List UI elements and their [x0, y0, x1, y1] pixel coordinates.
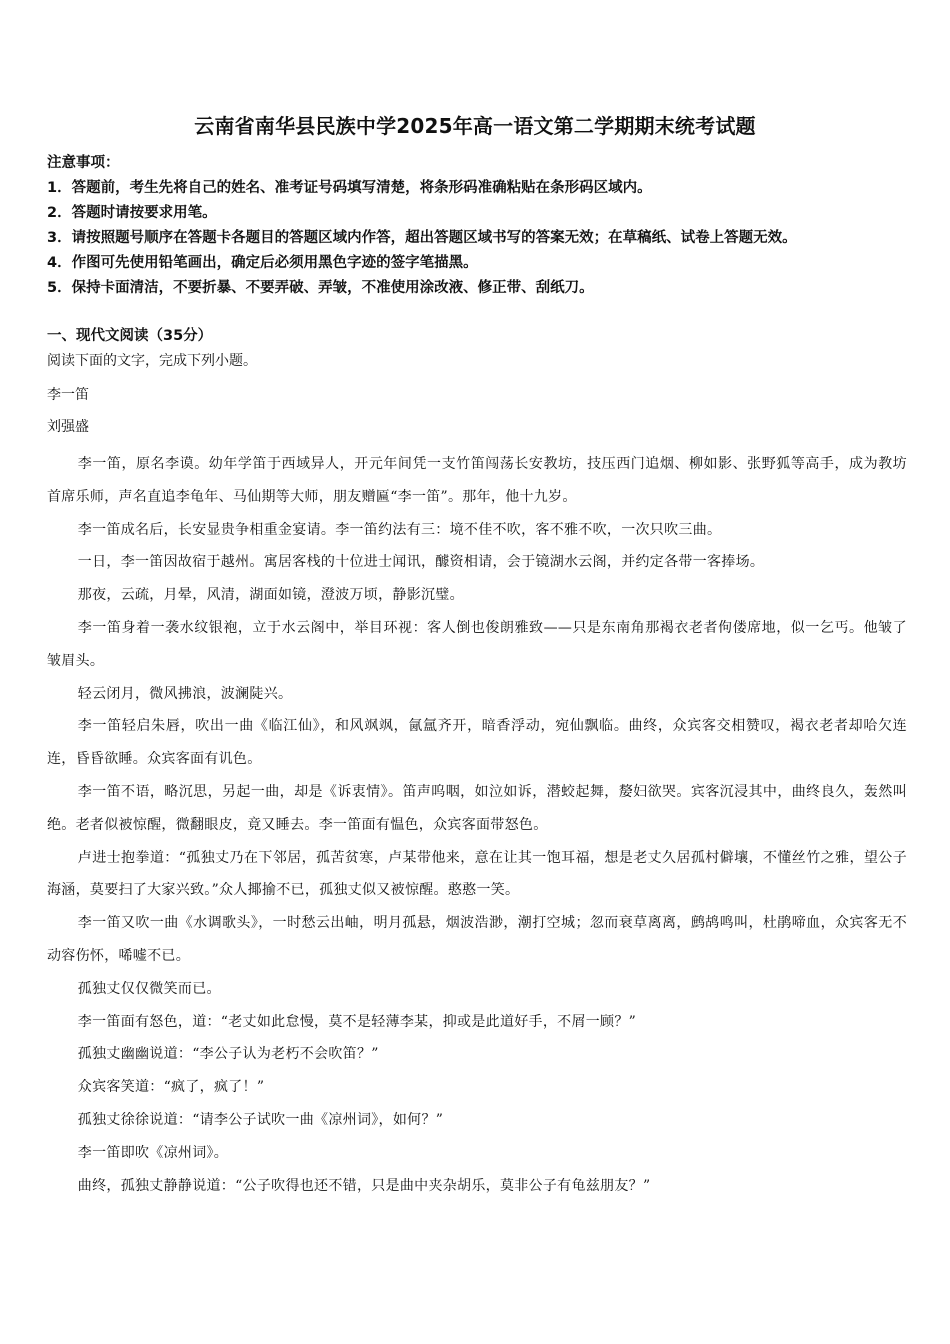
story-paragraph: 李一笛身着一袭水纹银袍，立于水云阁中，举目环视：客人倒也俊朗雅致——只是东南角那褐衣老者佝偻席地，似一乞丐。他皱了皱眉头。 [47, 619, 907, 669]
story-paragraph: 曲终，孤独丈静静说道：“公子吹得也还不错，只是曲中夹杂胡乐，莫非公子有龟兹朋友？” [77, 1177, 651, 1194]
story-paragraph: 轻云闭月，微风拂浪，波澜陡兴。 [77, 685, 293, 702]
story-paragraph: 李一笛即吹《凉州词》。 [77, 1144, 229, 1161]
story-paragraph: 李一笛面有怒色，道：“老丈如此怠慢，莫不是轻薄李某，抑或是此道好手，不屑一顾？” [77, 1013, 637, 1030]
story-paragraph: 卢进士抱拳道：“孤独丈乃在下邻居，孤苦贫寒，卢某带他来，意在让其一饱耳福，想是老丈久居孤村僻壤，不懂丝竹之雅，望公子海涵，莫要扫了大家兴致。”众人揶揄不已，孤独丈似又被惊醒。憨憨一笑。 [47, 849, 907, 899]
story-paragraph: 李一笛成名后，长安显贵争相重金宴请。李一笛约法有三：境不佳不吹，客不雅不吹，一次只吹三曲。 [77, 521, 722, 538]
exam-title: 云南省南华县民族中学2025年高一语文第二学期期末统考试题 [194, 114, 756, 138]
notice-item: 5．保持卡面清洁，不要折暴、不要弄破、弄皱，不准使用涂改液、修正带、刮纸刀。 [47, 280, 594, 296]
story-paragraph: 李一笛轻启朱唇，吹出一曲《临江仙》，和风飒飒，氤氲齐开，暗香浮动，宛仙飘临。曲终，众宾客交相赞叹，褐衣老者却哈欠连连，昏昏欲睡。众宾客面有讥色。 [47, 718, 907, 768]
story-paragraph: 孤独丈徐徐说道：“请李公子试吹一曲《凉州词》，如何？” [77, 1111, 444, 1128]
story-paragraph: 一日，李一笛因故宿于越州。寓居客栈的十位进士闻讯，醵资相请，会于镜湖水云阁，并约定各带一客捧场。 [77, 554, 765, 571]
story-title: 李一笛 [47, 387, 89, 403]
notice-item: 1．答题前，考生先将自己的姓名、准考证号码填写清楚，将条形码准确粘贴在条形码区域内。 [47, 180, 652, 196]
section-instruction: 阅读下面的文字，完成下列小题。 [47, 353, 257, 369]
notice-item: 3．请按照题号顺序在答题卡各题目的答题区域内作答，超出答题区域书写的答案无效；在草稿纸、试卷上答题无效。 [47, 230, 797, 246]
story-paragraph: 李一笛又吹一曲《水调歌头》，一时愁云出岫，明月孤悬，烟波浩渺，潮打空城；忽而衰草离离，鹧鸪鸣叫，杜鹃啼血，众宾客无不动容伤怀，唏嘘不已。 [47, 915, 907, 964]
notice-block [47, 151, 917, 301]
story-paragraph: 李一笛不语，略沉思，另起一曲，却是《诉衷情》。笛声呜咽，如泣如诉，潜蛟起舞，嫠妇欲哭。宾客沉浸其中，曲终良久，轰然叫绝。老者似被惊醒，微翻眼皮，竟又睡去。李一笛面有愠色，众宾客面带怒色。 [47, 783, 907, 833]
section-heading: 一、现代文阅读（35分） [47, 328, 213, 344]
story-paragraph: 众宾客笑道：“疯了，疯了！” [77, 1079, 265, 1096]
notice-heading: 注意事项： [47, 155, 120, 171]
story-paragraph: 孤独丈仅仅微笑而已。 [77, 980, 221, 997]
story-paragraph: 那夜，云疏，月晕，风清，湖面如镜，澄波万顷，静影沉璧。 [77, 587, 464, 604]
story-paragraph: 孤独丈幽幽说道：“李公子认为老朽不会吹笛？” [77, 1046, 379, 1063]
notice-item: 4．作图可先使用铅笔画出，确定后必须用黑色字迹的签字笔描黑。 [47, 255, 478, 271]
story-body [47, 448, 907, 1202]
story-author: 刘强盛 [47, 419, 89, 435]
story-paragraph: 李一笛，原名李谟。幼年学笛于西域异人，开元年间凭一支竹笛闯荡长安教坊，技压西门追烟、柳如影、张野狐等高手，成为教坊首席乐师，声名直追李龟年、马仙期等大师，朋友赠匾“李一笛”。那年，他十九岁。 [47, 456, 907, 505]
notice-item: 2．答题时请按要求用笔。 [47, 205, 217, 221]
